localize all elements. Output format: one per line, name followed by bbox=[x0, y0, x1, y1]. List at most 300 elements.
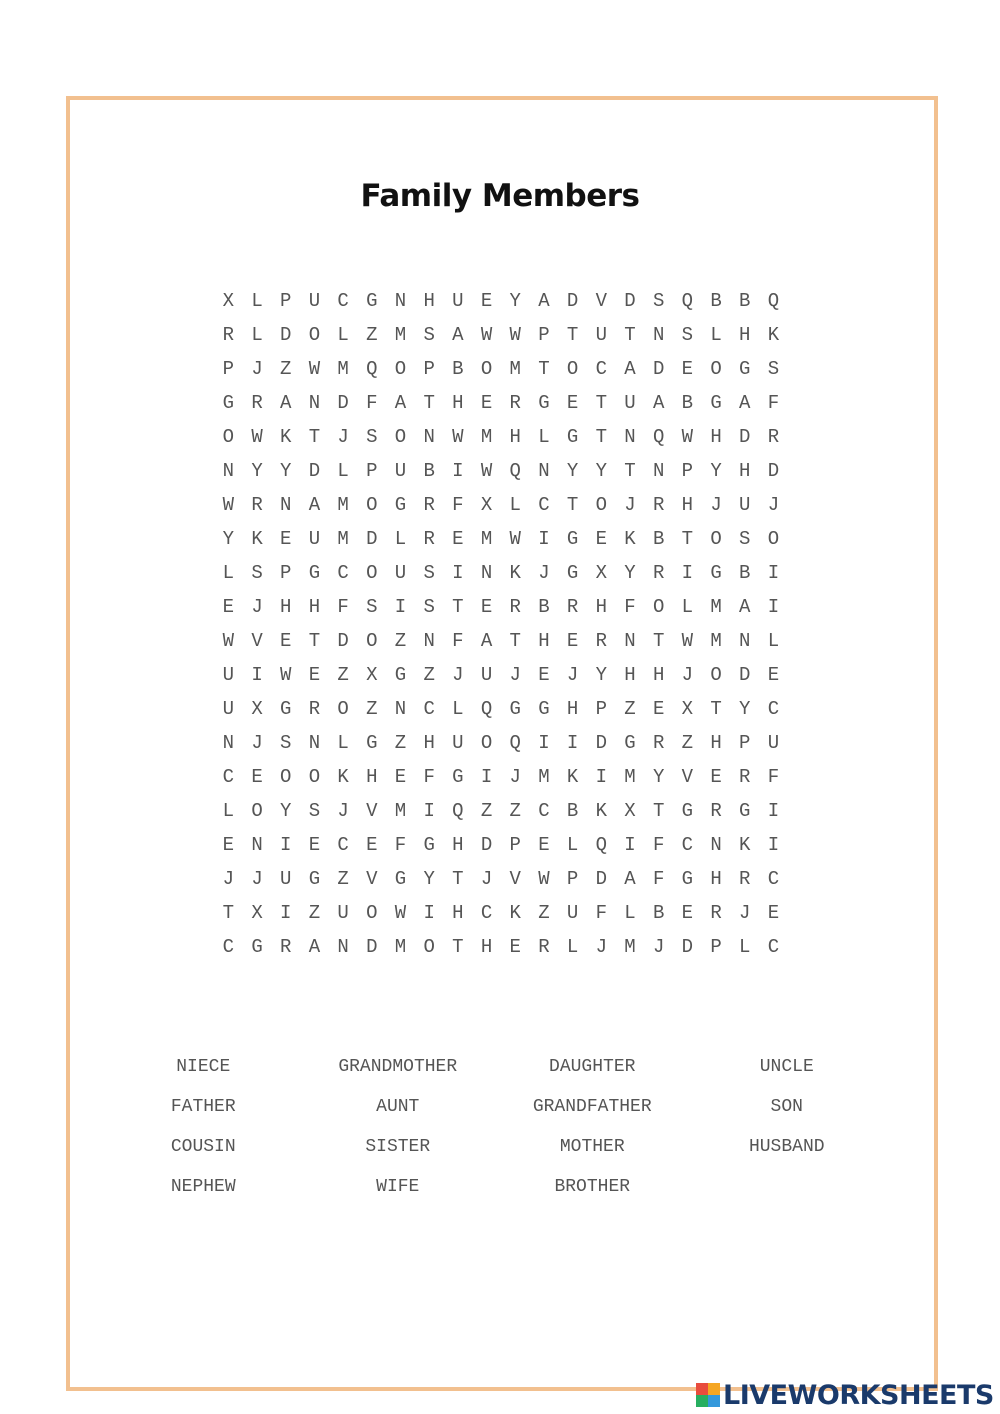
grid-letter[interactable]: T bbox=[595, 426, 607, 448]
grid-letter[interactable]: Q bbox=[681, 290, 694, 312]
grid-letter[interactable]: T bbox=[308, 426, 321, 448]
grid-letter[interactable]: N bbox=[652, 460, 665, 482]
grid-letter[interactable]: Q bbox=[452, 800, 464, 822]
grid-letter[interactable]: Q bbox=[480, 698, 493, 720]
grid-letter[interactable]: N bbox=[308, 732, 321, 754]
grid-letter[interactable]: R bbox=[308, 698, 321, 720]
grid-letter[interactable]: T bbox=[652, 630, 665, 652]
grid-letter[interactable]: G bbox=[452, 766, 464, 788]
grid-letter[interactable]: D bbox=[595, 732, 607, 754]
grid-letter[interactable]: C bbox=[480, 902, 493, 924]
grid-letter[interactable]: W bbox=[394, 902, 407, 924]
grid-letter[interactable]: I bbox=[452, 562, 464, 584]
grid-letter[interactable]: Z bbox=[480, 800, 493, 822]
grid-letter[interactable]: Z bbox=[394, 732, 407, 754]
grid-letter[interactable]: H bbox=[739, 460, 751, 482]
grid-letter[interactable]: A bbox=[624, 868, 636, 890]
grid-letter[interactable]: D bbox=[681, 936, 694, 958]
grid-letter[interactable]: T bbox=[624, 460, 636, 482]
grid-letter[interactable]: L bbox=[337, 324, 349, 346]
grid-letter[interactable]: G bbox=[308, 868, 321, 890]
grid-letter[interactable]: K bbox=[624, 528, 636, 550]
grid-letter[interactable]: Q bbox=[509, 732, 521, 754]
grid-letter[interactable]: L bbox=[566, 834, 579, 856]
grid-letter[interactable]: V bbox=[595, 290, 607, 312]
grid-letter[interactable]: H bbox=[710, 426, 722, 448]
grid-letter[interactable]: C bbox=[222, 766, 235, 788]
grid-letter[interactable]: X bbox=[222, 290, 235, 312]
grid-letter[interactable]: X bbox=[366, 664, 378, 686]
grid-letter[interactable]: R bbox=[423, 528, 435, 550]
grid-letter[interactable]: X bbox=[251, 902, 263, 924]
grid-letter[interactable]: Q bbox=[652, 426, 665, 448]
grid-letter[interactable]: W bbox=[222, 494, 235, 516]
grid-letter[interactable]: K bbox=[251, 528, 263, 550]
grid-letter[interactable]: E bbox=[710, 766, 722, 788]
grid-letter[interactable]: R bbox=[652, 562, 665, 584]
grid-letter[interactable]: H bbox=[710, 868, 722, 890]
grid-letter[interactable]: C bbox=[595, 358, 607, 380]
grid-letter[interactable]: C bbox=[767, 936, 780, 958]
grid-letter[interactable]: J bbox=[452, 664, 464, 686]
grid-letter[interactable]: A bbox=[452, 324, 464, 346]
grid-letter[interactable]: T bbox=[681, 528, 694, 550]
grid-letter[interactable]: N bbox=[480, 562, 493, 584]
grid-letter[interactable]: C bbox=[767, 868, 780, 890]
grid-letter[interactable]: I bbox=[538, 528, 550, 550]
grid-letter[interactable]: Y bbox=[251, 460, 263, 482]
grid-letter[interactable]: B bbox=[681, 392, 694, 414]
grid-letter[interactable]: H bbox=[452, 392, 464, 414]
grid-letter[interactable]: O bbox=[394, 358, 407, 380]
grid-letter[interactable]: G bbox=[423, 834, 435, 856]
grid-letter[interactable]: L bbox=[337, 732, 349, 754]
grid-letter[interactable]: I bbox=[681, 562, 694, 584]
grid-letter[interactable]: E bbox=[652, 698, 665, 720]
grid-letter[interactable]: O bbox=[366, 630, 378, 652]
grid-letter[interactable]: Y bbox=[280, 460, 292, 482]
grid-letter[interactable]: G bbox=[538, 698, 550, 720]
grid-letter[interactable]: O bbox=[480, 358, 493, 380]
grid-letter[interactable]: C bbox=[767, 698, 780, 720]
grid-letter[interactable]: I bbox=[538, 732, 550, 754]
grid-letter[interactable]: H bbox=[423, 732, 435, 754]
grid-letter[interactable]: H bbox=[366, 766, 378, 788]
grid-letter[interactable]: L bbox=[222, 800, 235, 822]
grid-letter[interactable]: O bbox=[280, 766, 292, 788]
grid-letter[interactable]: I bbox=[480, 766, 493, 788]
grid-letter[interactable]: E bbox=[595, 528, 607, 550]
grid-letter[interactable]: M bbox=[394, 324, 407, 346]
grid-letter[interactable]: L bbox=[337, 460, 349, 482]
grid-letter[interactable]: N bbox=[423, 630, 435, 652]
grid-letter[interactable]: H bbox=[595, 596, 607, 618]
grid-letter[interactable]: H bbox=[308, 596, 321, 618]
grid-letter[interactable]: G bbox=[222, 392, 235, 414]
grid-letter[interactable]: P bbox=[366, 460, 378, 482]
grid-letter[interactable]: Z bbox=[366, 698, 378, 720]
grid-letter[interactable]: G bbox=[566, 528, 579, 550]
grid-letter[interactable]: T bbox=[538, 358, 550, 380]
grid-letter[interactable]: O bbox=[251, 800, 263, 822]
grid-letter[interactable]: W bbox=[509, 528, 521, 550]
grid-letter[interactable]: G bbox=[710, 392, 722, 414]
grid-letter[interactable]: Y bbox=[739, 698, 751, 720]
grid-letter[interactable]: Q bbox=[366, 358, 378, 380]
grid-letter[interactable]: R bbox=[251, 392, 263, 414]
grid-letter[interactable]: J bbox=[251, 358, 263, 380]
grid-letter[interactable]: F bbox=[394, 834, 407, 856]
grid-letter[interactable]: A bbox=[739, 596, 751, 618]
grid-letter[interactable]: D bbox=[366, 936, 378, 958]
grid-letter[interactable]: D bbox=[308, 460, 321, 482]
grid-letter[interactable]: L bbox=[538, 426, 550, 448]
grid-letter[interactable]: J bbox=[480, 868, 493, 890]
grid-letter[interactable]: M bbox=[337, 358, 349, 380]
grid-letter[interactable]: D bbox=[566, 290, 579, 312]
grid-letter[interactable]: M bbox=[480, 426, 493, 448]
grid-letter[interactable]: U bbox=[222, 664, 235, 686]
grid-letter[interactable]: W bbox=[509, 324, 521, 346]
grid-letter[interactable]: W bbox=[452, 426, 464, 448]
grid-letter[interactable]: B bbox=[566, 800, 579, 822]
grid-letter[interactable]: P bbox=[595, 698, 607, 720]
grid-letter[interactable]: U bbox=[394, 562, 407, 584]
grid-letter[interactable]: B bbox=[652, 528, 665, 550]
grid-letter[interactable]: N bbox=[710, 834, 722, 856]
grid-letter[interactable]: H bbox=[681, 494, 694, 516]
grid-letter[interactable]: E bbox=[280, 528, 292, 550]
grid-letter[interactable]: E bbox=[509, 936, 521, 958]
grid-letter[interactable]: X bbox=[251, 698, 263, 720]
grid-letter[interactable]: H bbox=[509, 426, 521, 448]
grid-letter[interactable]: Z bbox=[624, 698, 636, 720]
grid-letter[interactable]: K bbox=[739, 834, 751, 856]
grid-letter[interactable]: G bbox=[681, 800, 694, 822]
grid-letter[interactable]: E bbox=[538, 834, 550, 856]
grid-letter[interactable]: S bbox=[739, 528, 751, 550]
grid-letter[interactable]: Z bbox=[280, 358, 292, 380]
grid-letter[interactable]: S bbox=[423, 324, 435, 346]
grid-letter[interactable]: V bbox=[366, 800, 378, 822]
grid-letter[interactable]: M bbox=[710, 630, 722, 652]
grid-letter[interactable]: Y bbox=[595, 460, 607, 482]
grid-letter[interactable]: T bbox=[595, 392, 607, 414]
grid-letter[interactable]: Z bbox=[394, 630, 407, 652]
grid-letter[interactable]: W bbox=[681, 630, 694, 652]
grid-letter[interactable]: U bbox=[566, 902, 579, 924]
grid-letter[interactable]: O bbox=[710, 528, 722, 550]
grid-letter[interactable]: T bbox=[566, 494, 579, 516]
grid-letter[interactable]: B bbox=[452, 358, 464, 380]
grid-letter[interactable]: E bbox=[681, 902, 694, 924]
grid-letter[interactable]: H bbox=[452, 834, 464, 856]
grid-letter[interactable]: D bbox=[366, 528, 378, 550]
grid-letter[interactable]: V bbox=[509, 868, 521, 890]
grid-letter[interactable]: G bbox=[566, 562, 579, 584]
grid-letter[interactable]: K bbox=[509, 902, 521, 924]
grid-letter[interactable]: S bbox=[280, 732, 292, 754]
grid-letter[interactable]: P bbox=[222, 358, 235, 380]
grid-letter[interactable]: J bbox=[624, 494, 636, 516]
grid-letter[interactable]: L bbox=[251, 290, 263, 312]
grid-letter[interactable]: N bbox=[394, 290, 407, 312]
grid-letter[interactable]: M bbox=[538, 766, 550, 788]
grid-letter[interactable]: I bbox=[767, 800, 780, 822]
grid-letter[interactable]: O bbox=[710, 664, 722, 686]
grid-letter[interactable]: S bbox=[308, 800, 321, 822]
grid-letter[interactable]: S bbox=[423, 596, 435, 618]
grid-letter[interactable]: W bbox=[251, 426, 263, 448]
grid-letter[interactable]: F bbox=[423, 766, 435, 788]
grid-letter[interactable]: H bbox=[480, 936, 493, 958]
grid-letter[interactable]: M bbox=[480, 528, 493, 550]
grid-letter[interactable]: G bbox=[280, 698, 292, 720]
grid-letter[interactable]: N bbox=[624, 426, 636, 448]
grid-letter[interactable]: O bbox=[366, 902, 378, 924]
grid-letter[interactable]: E bbox=[480, 290, 493, 312]
grid-letter[interactable]: H bbox=[423, 290, 435, 312]
grid-letter[interactable]: E bbox=[452, 528, 464, 550]
grid-letter[interactable]: P bbox=[280, 562, 292, 584]
grid-letter[interactable]: Q bbox=[509, 460, 521, 482]
grid-letter[interactable]: Z bbox=[337, 868, 349, 890]
grid-letter[interactable]: T bbox=[452, 936, 464, 958]
grid-letter[interactable]: J bbox=[652, 936, 665, 958]
grid-letter[interactable]: G bbox=[394, 868, 407, 890]
grid-letter[interactable]: F bbox=[652, 868, 665, 890]
grid-letter[interactable]: R bbox=[251, 494, 263, 516]
grid-letter[interactable]: E bbox=[681, 358, 694, 380]
grid-letter[interactable]: J bbox=[739, 902, 751, 924]
grid-letter[interactable]: T bbox=[423, 392, 435, 414]
grid-letter[interactable]: J bbox=[251, 596, 263, 618]
grid-letter[interactable]: G bbox=[366, 732, 378, 754]
grid-letter[interactable]: I bbox=[452, 460, 464, 482]
grid-letter[interactable]: U bbox=[337, 902, 349, 924]
grid-letter[interactable]: R bbox=[509, 392, 521, 414]
grid-letter[interactable]: Q bbox=[767, 290, 780, 312]
grid-letter[interactable]: W bbox=[280, 664, 292, 686]
grid-letter[interactable]: U bbox=[308, 290, 321, 312]
grid-letter[interactable]: E bbox=[394, 766, 407, 788]
grid-letter[interactable]: A bbox=[308, 936, 321, 958]
grid-letter[interactable]: W bbox=[222, 630, 235, 652]
grid-letter[interactable]: G bbox=[566, 426, 579, 448]
grid-letter[interactable]: M bbox=[337, 494, 349, 516]
grid-letter[interactable]: T bbox=[222, 902, 235, 924]
grid-letter[interactable]: I bbox=[624, 834, 636, 856]
grid-letter[interactable]: V bbox=[366, 868, 378, 890]
grid-letter[interactable]: D bbox=[624, 290, 636, 312]
grid-letter[interactable]: I bbox=[595, 766, 607, 788]
grid-letter[interactable]: T bbox=[452, 596, 464, 618]
grid-letter[interactable]: F bbox=[767, 392, 780, 414]
grid-letter[interactable]: F bbox=[337, 596, 349, 618]
grid-letter[interactable]: D bbox=[767, 460, 780, 482]
grid-letter[interactable]: S bbox=[366, 426, 378, 448]
grid-letter[interactable]: N bbox=[538, 460, 550, 482]
grid-letter[interactable]: R bbox=[566, 596, 579, 618]
grid-letter[interactable]: L bbox=[739, 936, 751, 958]
grid-letter[interactable]: C bbox=[222, 936, 235, 958]
grid-letter[interactable]: I bbox=[280, 902, 292, 924]
grid-letter[interactable]: Y bbox=[652, 766, 665, 788]
grid-letter[interactable]: H bbox=[624, 664, 636, 686]
grid-letter[interactable]: Z bbox=[366, 324, 378, 346]
grid-letter[interactable]: W bbox=[480, 324, 493, 346]
grid-letter[interactable]: N bbox=[423, 426, 435, 448]
grid-letter[interactable]: U bbox=[394, 460, 407, 482]
grid-letter[interactable]: U bbox=[480, 664, 493, 686]
grid-letter[interactable]: O bbox=[366, 494, 378, 516]
grid-letter[interactable]: M bbox=[509, 358, 521, 380]
grid-letter[interactable]: I bbox=[280, 834, 292, 856]
grid-letter[interactable]: H bbox=[538, 630, 550, 652]
grid-letter[interactable]: P bbox=[509, 834, 521, 856]
grid-letter[interactable]: O bbox=[308, 766, 321, 788]
grid-letter[interactable]: J bbox=[595, 936, 607, 958]
grid-letter[interactable]: U bbox=[739, 494, 751, 516]
grid-letter[interactable]: J bbox=[222, 868, 235, 890]
grid-letter[interactable]: E bbox=[566, 630, 579, 652]
grid-letter[interactable]: A bbox=[480, 630, 493, 652]
grid-letter[interactable]: E bbox=[566, 392, 579, 414]
grid-letter[interactable]: I bbox=[767, 562, 780, 584]
grid-letter[interactable]: C bbox=[423, 698, 435, 720]
grid-letter[interactable]: U bbox=[767, 732, 780, 754]
grid-letter[interactable]: E bbox=[366, 834, 378, 856]
grid-letter[interactable]: B bbox=[423, 460, 435, 482]
grid-letter[interactable]: Z bbox=[308, 902, 321, 924]
grid-letter[interactable]: E bbox=[280, 630, 292, 652]
grid-letter[interactable]: M bbox=[710, 596, 722, 618]
grid-letter[interactable]: B bbox=[652, 902, 665, 924]
grid-letter[interactable]: F bbox=[767, 766, 780, 788]
grid-letter[interactable]: K bbox=[280, 426, 292, 448]
grid-letter[interactable]: I bbox=[767, 834, 780, 856]
grid-letter[interactable]: L bbox=[681, 596, 694, 618]
grid-letter[interactable]: E bbox=[308, 834, 321, 856]
grid-letter[interactable]: O bbox=[480, 732, 493, 754]
grid-letter[interactable]: M bbox=[337, 528, 349, 550]
grid-letter[interactable]: J bbox=[251, 732, 263, 754]
grid-letter[interactable]: A bbox=[624, 358, 636, 380]
grid-letter[interactable]: E bbox=[538, 664, 550, 686]
grid-letter[interactable]: Y bbox=[280, 800, 292, 822]
grid-letter[interactable]: E bbox=[251, 766, 263, 788]
grid-letter[interactable]: R bbox=[739, 766, 751, 788]
grid-letter[interactable]: Z bbox=[538, 902, 550, 924]
grid-letter[interactable]: D bbox=[480, 834, 493, 856]
grid-letter[interactable]: X bbox=[480, 494, 493, 516]
grid-letter[interactable]: U bbox=[595, 324, 607, 346]
grid-letter[interactable]: K bbox=[566, 766, 579, 788]
grid-letter[interactable]: O bbox=[767, 528, 780, 550]
grid-letter[interactable]: R bbox=[280, 936, 292, 958]
grid-letter[interactable]: N bbox=[308, 392, 321, 414]
grid-letter[interactable]: L bbox=[566, 936, 579, 958]
grid-letter[interactable]: P bbox=[566, 868, 579, 890]
grid-letter[interactable]: G bbox=[394, 664, 407, 686]
grid-letter[interactable]: Y bbox=[595, 664, 607, 686]
grid-letter[interactable]: R bbox=[739, 868, 751, 890]
grid-letter[interactable]: Y bbox=[222, 528, 235, 550]
grid-letter[interactable]: P bbox=[739, 732, 751, 754]
grid-letter[interactable]: G bbox=[538, 392, 550, 414]
grid-letter[interactable]: N bbox=[222, 460, 235, 482]
grid-letter[interactable]: G bbox=[739, 358, 751, 380]
grid-letter[interactable]: G bbox=[739, 800, 751, 822]
grid-letter[interactable]: W bbox=[480, 460, 493, 482]
grid-letter[interactable]: F bbox=[366, 392, 378, 414]
grid-letter[interactable]: M bbox=[624, 766, 636, 788]
grid-letter[interactable]: P bbox=[538, 324, 550, 346]
grid-letter[interactable]: L bbox=[767, 630, 780, 652]
grid-letter[interactable]: F bbox=[624, 596, 636, 618]
grid-letter[interactable]: L bbox=[222, 562, 235, 584]
grid-letter[interactable]: E bbox=[767, 902, 780, 924]
grid-letter[interactable]: F bbox=[595, 902, 607, 924]
grid-letter[interactable]: N bbox=[624, 630, 636, 652]
grid-letter[interactable]: T bbox=[509, 630, 521, 652]
grid-letter[interactable]: U bbox=[452, 732, 464, 754]
grid-letter[interactable]: O bbox=[337, 698, 349, 720]
grid-letter[interactable]: A bbox=[538, 290, 550, 312]
grid-letter[interactable]: J bbox=[337, 800, 349, 822]
grid-letter[interactable]: H bbox=[710, 732, 722, 754]
grid-letter[interactable]: H bbox=[566, 698, 579, 720]
grid-letter[interactable]: J bbox=[509, 766, 521, 788]
grid-letter[interactable]: P bbox=[423, 358, 435, 380]
grid-letter[interactable]: N bbox=[222, 732, 235, 754]
grid-letter[interactable]: G bbox=[394, 494, 407, 516]
grid-letter[interactable]: A bbox=[652, 392, 665, 414]
grid-letter[interactable]: S bbox=[423, 562, 435, 584]
grid-letter[interactable]: R bbox=[423, 494, 435, 516]
grid-letter[interactable]: J bbox=[681, 664, 694, 686]
grid-letter[interactable]: E bbox=[480, 392, 493, 414]
grid-letter[interactable]: O bbox=[222, 426, 235, 448]
grid-letter[interactable]: N bbox=[652, 324, 665, 346]
grid-letter[interactable]: Y bbox=[710, 460, 722, 482]
grid-letter[interactable]: U bbox=[280, 868, 292, 890]
grid-letter[interactable]: I bbox=[423, 800, 435, 822]
grid-letter[interactable]: D bbox=[280, 324, 292, 346]
grid-letter[interactable]: R bbox=[710, 902, 722, 924]
grid-letter[interactable]: I bbox=[251, 664, 263, 686]
grid-letter[interactable]: T bbox=[308, 630, 321, 652]
grid-letter[interactable]: E bbox=[767, 664, 780, 686]
grid-letter[interactable]: M bbox=[394, 800, 407, 822]
grid-letter[interactable]: I bbox=[394, 596, 407, 618]
grid-letter[interactable]: R bbox=[509, 596, 521, 618]
grid-letter[interactable]: P bbox=[710, 936, 722, 958]
grid-letter[interactable]: E bbox=[222, 834, 235, 856]
grid-letter[interactable]: F bbox=[652, 834, 665, 856]
grid-letter[interactable]: J bbox=[710, 494, 722, 516]
grid-letter[interactable]: T bbox=[710, 698, 722, 720]
grid-letter[interactable]: K bbox=[509, 562, 521, 584]
grid-letter[interactable]: E bbox=[308, 664, 321, 686]
grid-letter[interactable]: L bbox=[251, 324, 263, 346]
grid-letter[interactable]: Y bbox=[566, 460, 579, 482]
grid-letter[interactable]: R bbox=[652, 494, 665, 516]
grid-letter[interactable]: G bbox=[710, 562, 722, 584]
grid-letter[interactable]: Z bbox=[337, 664, 349, 686]
grid-letter[interactable]: Y bbox=[423, 868, 435, 890]
grid-letter[interactable]: G bbox=[251, 936, 263, 958]
